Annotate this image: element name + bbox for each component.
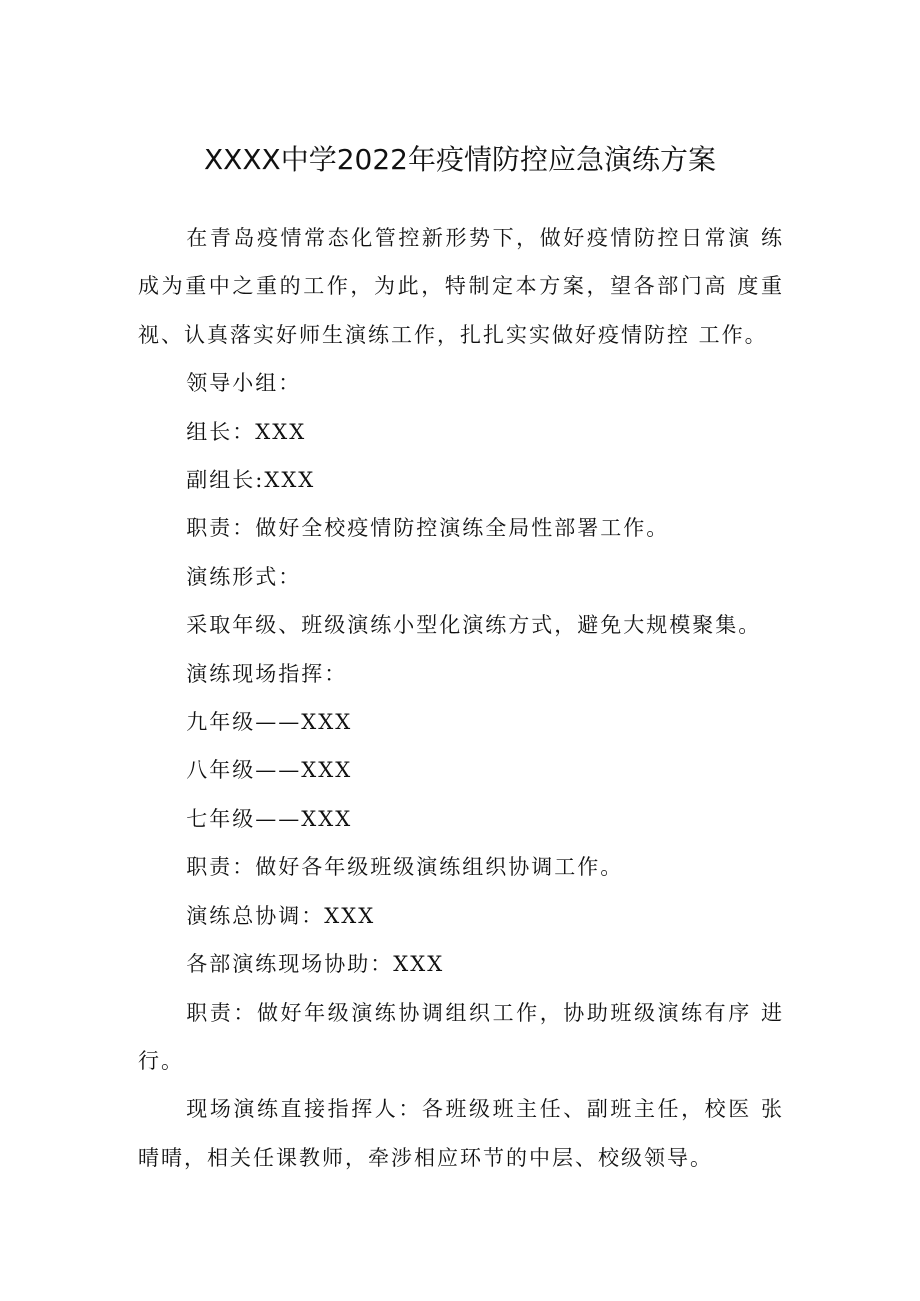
paragraph-leadership-heading: 领导小组： <box>186 371 302 396</box>
paragraph-coordinator: 演练总协调：XXX <box>186 903 376 928</box>
paragraph-drill-form: 采取年级、班级演练小型化演练方式，避免大规模聚集。 <box>186 613 762 638</box>
paragraph-deputy-leader: 副组长:XXX <box>186 468 316 493</box>
paragraph-leader: 组长：XXX <box>186 419 307 444</box>
document-body <box>138 214 784 1182</box>
paragraph-drill-form-heading: 演练形式： <box>186 564 302 589</box>
paragraph-assistance: 各部演练现场协助：XXX <box>186 952 445 977</box>
paragraph-grade-eight: 八年级——XXX <box>186 758 353 783</box>
paragraph-grade-seven: 七年级——XXX <box>186 806 353 831</box>
document-title: XXXX中学2022年疫情防控应急演练方案 <box>204 143 716 176</box>
paragraph-intro: 在青岛疫情常态化管控新形势下，做好疫情防控日常演 练成为重中之重的工作，为此，特制定本方案，望各部门高 度重视、认真落实好师生演练工作，扎扎实实做好疫情防控 工作。 <box>138 226 784 347</box>
paragraph-command-duty: 职责：做好各年级班级演练组织协调工作。 <box>186 855 624 880</box>
paragraph-leadership-duty: 职责：做好全校疫情防控演练全局性部署工作。 <box>186 516 670 541</box>
paragraph-onsite-commanders: 现场演练直接指挥人：各班级班主任、副班主任，校医 张晴晴，相关任课教师，牵涉相应环节的中层、校级领导。 <box>138 1097 784 1170</box>
paragraph-grade-nine: 九年级——XXX <box>186 710 353 735</box>
paragraph-command-heading: 演练现场指挥： <box>186 661 348 686</box>
paragraph-assistance-duty: 职责：做好年级演练协调组织工作，协助班级演练有序 进行。 <box>138 1000 784 1073</box>
